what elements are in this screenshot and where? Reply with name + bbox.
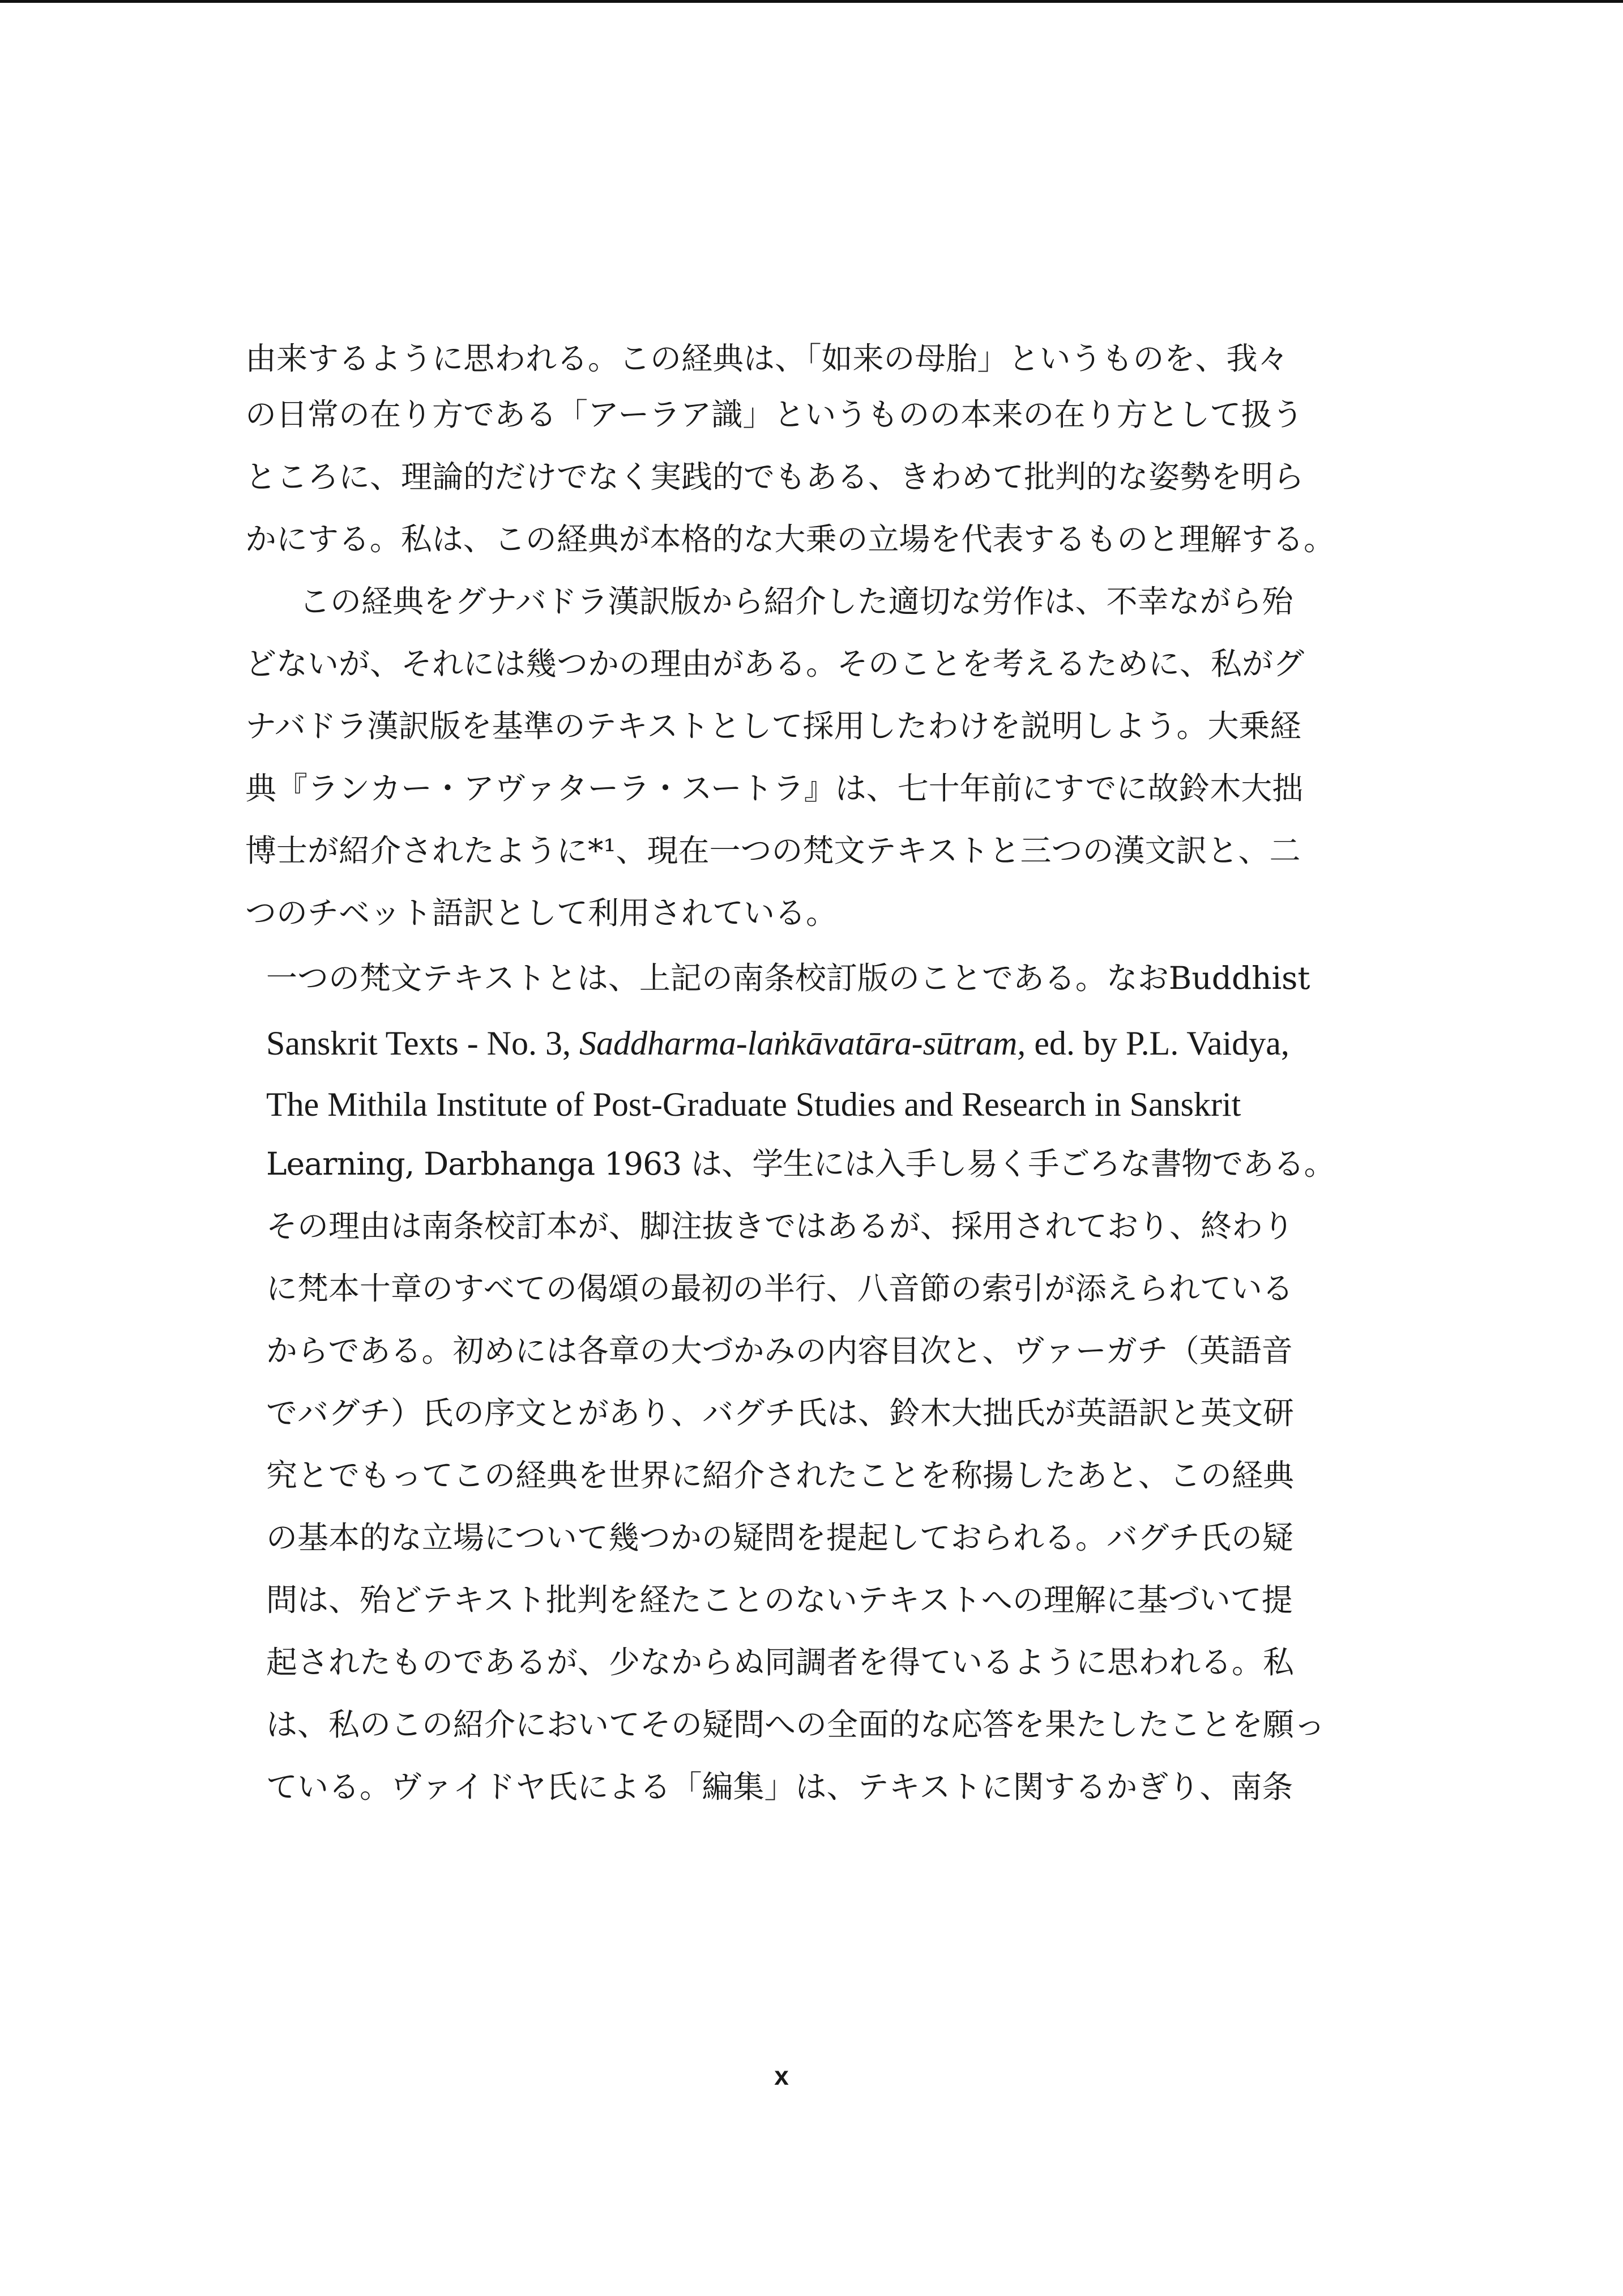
paragraph-2-line-3: ナバドラ漢訳版を基準のテキストとして採用したわけを説明しよう。大乗経 (245, 708, 1301, 744)
note-line-4: Learning, Darbhanga 1963 は、学生には入手し易く手ごろな書物である。 (266, 1146, 1335, 1182)
paragraph-2-line-2: どないが、それには幾つかの理由がある。そのことを考えるために、私がグ (245, 646, 1305, 682)
note-line-1: 一つの梵文テキストとは、上記の南条校訂版のことである。なおBuddhist (266, 960, 1310, 996)
note-line-14: ている。ヴァイドヤ氏による「編集」は、テキストに関するかぎり、南条 (266, 1769, 1293, 1805)
paragraph-1-line-2: の日常の在り方である「アーラア識」というものの本来の在り方として扱う (245, 396, 1304, 433)
note-line-10: の基本的な立場について幾つかの疑問を提起しておられる。バグチ氏の疑 (266, 1520, 1293, 1556)
note-line-12: 起されたものであるが、少なからぬ同調者を得ているように思われる。私 (266, 1644, 1295, 1680)
top-border-rule (0, 0, 1623, 3)
paragraph-1-line-3: ところに、理論的だけでなく実践的でもある、きわめて批判的な姿勢を明ら (245, 459, 1305, 495)
page-number: x (774, 2061, 789, 2090)
note-line-7: からである。初めには各章の大づかみの内容目次と、ヴァーガチ（英語音 (266, 1333, 1293, 1369)
paragraph-1-line-1: 由来するように思われる。この経典は、「如来の母胎」というものを、我々 (245, 340, 1289, 377)
note-line-13: は、私のこの紹介においてその疑問への全面的な応答を果たしたことを願っ (266, 1706, 1326, 1743)
paragraph-2-line-6: つのチベット語訳として利用されている。 (245, 895, 838, 931)
note-line-2 (266, 1026, 1335, 1060)
note-line-11: 問は、殆どテキスト批判を経たことのないテキストへの理解に基づいて提 (266, 1582, 1293, 1618)
note-line-9: 究とでもってこの経典を世界に紹介されたことを称揚したあと、この経典 (266, 1457, 1295, 1493)
note-line-2-prefix: Sanskrit Texts - No. 3, (266, 1025, 580, 1062)
note-line-5: その理由は南条校訂本が、脚注抜きではあるが、採用されており、終わり (266, 1208, 1295, 1244)
note-line-3: The Mithila Institute of Post-Graduate Studies and Research in Sanskrit (266, 1086, 1241, 1123)
note-line-6: に梵本十章のすべての偈頌の最初の半行、八音節の索引が添えられている (266, 1270, 1293, 1307)
paragraph-1-line-4: かにする。私は、この経典が本格的な大乗の立場を代表するものと理解する。 (245, 521, 1335, 557)
note-line-2-title: Saddharma-laṅkāvatāra-sūtram, (579, 1025, 1026, 1062)
paragraph-2-line-1: この経典をグナバドラ漢訳版から紹介した適切な労作は、不幸ながら殆 (299, 583, 1293, 620)
paragraph-2-line-5: 博士が紹介されたように*¹、現在一つの梵文テキストと三つの漢文訳と、二 (245, 833, 1301, 869)
paragraph-2-line-4: 典『ランカー・アヴァターラ・スートラ』は、七十年前にすでに故鈴木大拙 (245, 770, 1304, 806)
note-line-8: でバグチ）氏の序文とがあり、バグチ氏は、鈴木大拙氏が英語訳と英文研 (266, 1395, 1295, 1431)
note-line-2-suffix: ed. by P.L. Vaidya, (1026, 1025, 1289, 1062)
